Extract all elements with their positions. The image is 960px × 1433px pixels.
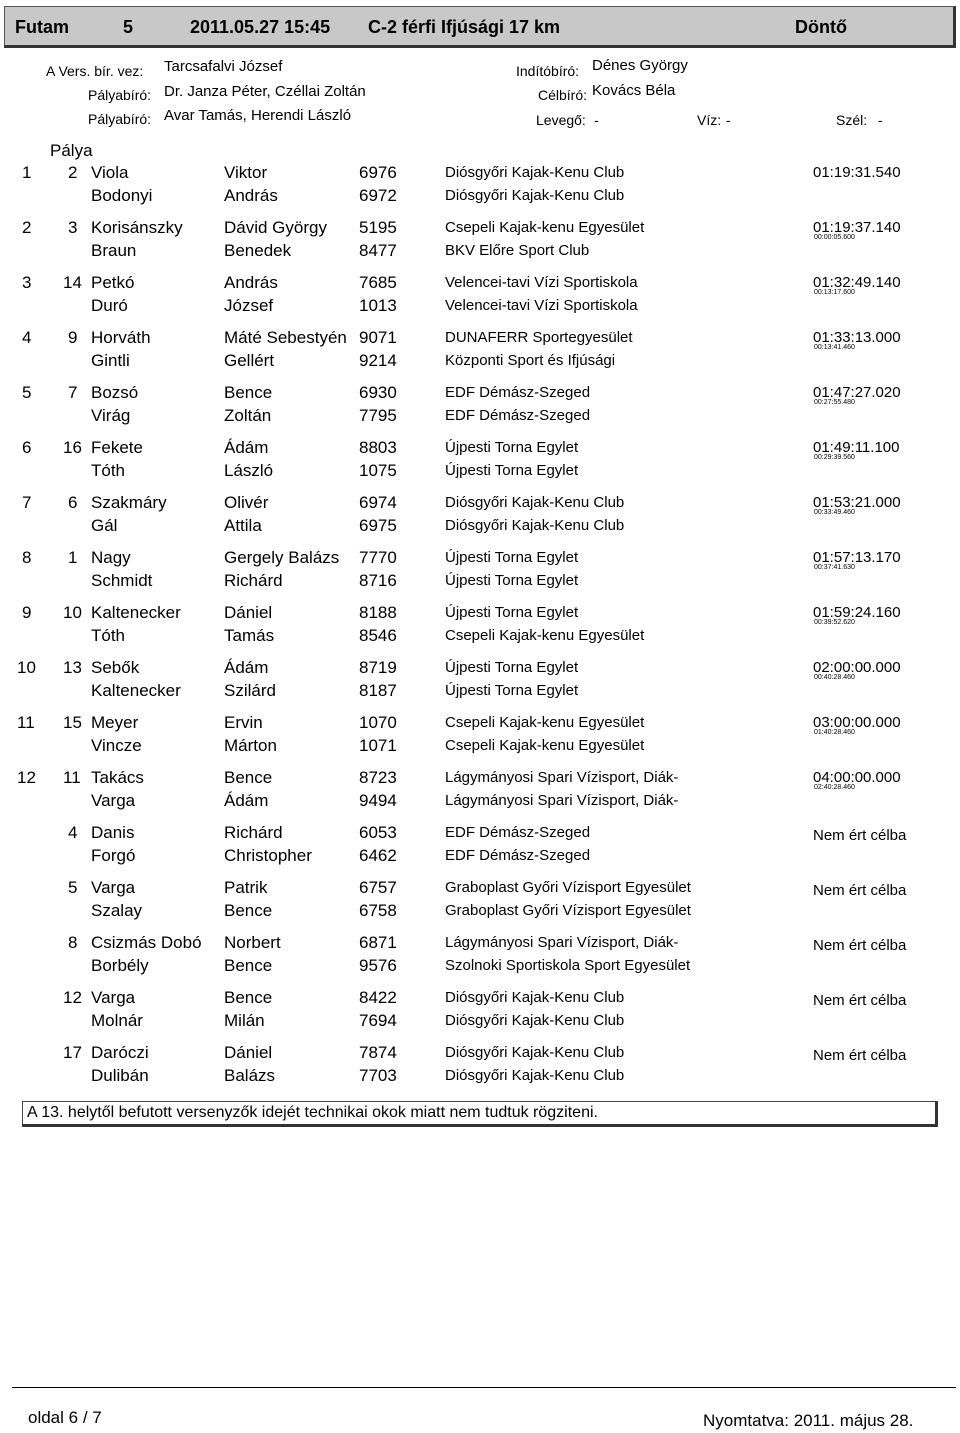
time-behind-winner: 00:13:17.600 bbox=[814, 289, 855, 296]
vers-label: A Vers. bír. vez: bbox=[46, 63, 144, 79]
finish-time: 01:53:21.000 bbox=[813, 494, 901, 511]
athlete-1-last-name: Varga bbox=[91, 988, 136, 1007]
athlete-1-first-name: Gergely Balázs bbox=[224, 548, 340, 567]
did-not-finish: Nem ért célba bbox=[813, 1047, 907, 1064]
athlete-1-license: 6976 bbox=[359, 163, 397, 182]
athlete-2-last-name: Tóth bbox=[91, 626, 126, 645]
athlete-1-last-name: Sebők bbox=[91, 658, 140, 677]
athlete-2-first-name: Bence bbox=[224, 956, 273, 975]
athlete-1-last-name: Danis bbox=[91, 823, 135, 842]
athlete-1-license: 5195 bbox=[359, 218, 397, 237]
athlete-2-last-name: Molnár bbox=[91, 1011, 143, 1030]
athlete-1-first-name: Ervin bbox=[224, 713, 263, 732]
athlete-1-first-name: András bbox=[224, 273, 278, 292]
athlete-2-club: Graboplast Győri Vízisport Egyesület bbox=[445, 902, 691, 919]
athlete-2-license: 7694 bbox=[359, 1011, 397, 1030]
result-place: 4 bbox=[22, 328, 32, 347]
finish-time: 01:33:13.000 bbox=[813, 329, 901, 346]
athlete-1-license: 6871 bbox=[359, 933, 397, 952]
athlete-2-club: Újpesti Torna Egylet bbox=[445, 462, 579, 479]
athlete-2-club: Diósgyőri Kajak-Kenu Club bbox=[445, 1067, 625, 1084]
athlete-1-first-name: Richárd bbox=[224, 823, 283, 842]
celbiro-value: Kovács Béla bbox=[592, 82, 676, 99]
athlete-1-last-name: Fekete bbox=[91, 438, 143, 457]
athlete-2-last-name: Gintli bbox=[91, 351, 130, 370]
did-not-finish: Nem ért célba bbox=[813, 827, 907, 844]
athlete-2-club: Szolnoki Sportiskola Sport Egyesület bbox=[445, 957, 691, 974]
athlete-1-last-name: Petkó bbox=[91, 273, 135, 292]
athlete-1-license: 8803 bbox=[359, 438, 397, 457]
athlete-1-license: 6974 bbox=[359, 493, 397, 512]
note-box bbox=[22, 1101, 938, 1127]
athlete-2-license: 1071 bbox=[359, 736, 397, 755]
futam-label: Futam bbox=[15, 17, 69, 37]
athlete-1-last-name: Takács bbox=[91, 768, 144, 787]
athlete-2-first-name: László bbox=[224, 461, 274, 480]
athlete-1-last-name: Meyer bbox=[91, 713, 139, 732]
athlete-1-license: 1070 bbox=[359, 713, 397, 732]
athlete-2-first-name: Márton bbox=[224, 736, 277, 755]
athlete-2-license: 7703 bbox=[359, 1066, 397, 1085]
athlete-1-club: Lágymányosi Spari Vízisport, Diák- bbox=[445, 934, 679, 951]
athlete-1-last-name: Bozsó bbox=[91, 383, 139, 402]
athlete-2-club: Csepeli Kajak-kenu Egyesület bbox=[445, 627, 645, 644]
result-place: 8 bbox=[22, 548, 32, 567]
athlete-2-club: Velencei-tavi Vízi Sportiskola bbox=[445, 297, 638, 314]
athlete-2-first-name: Attila bbox=[224, 516, 262, 535]
athlete-1-club: Diósgyőri Kajak-Kenu Club bbox=[445, 164, 625, 181]
athlete-2-club: Diósgyőri Kajak-Kenu Club bbox=[445, 1012, 625, 1029]
lane-number: 14 bbox=[63, 273, 82, 292]
lane-number: 5 bbox=[68, 878, 78, 897]
athlete-2-license: 9494 bbox=[359, 791, 397, 810]
palyabiro-1-label: Pályabíró: bbox=[88, 87, 152, 103]
athlete-1-first-name: Dániel bbox=[224, 1043, 273, 1062]
result-place: 10 bbox=[17, 658, 36, 677]
athlete-2-last-name: Schmidt bbox=[91, 571, 153, 590]
athlete-2-last-name: Borbély bbox=[91, 956, 149, 975]
szel-label: Szél: bbox=[836, 112, 868, 128]
athlete-2-last-name: Bodonyi bbox=[91, 186, 153, 205]
lane-number: 11 bbox=[63, 768, 81, 787]
time-behind-winner: 00:27:55.480 bbox=[814, 399, 855, 406]
finish-time: 04:00:00.000 bbox=[813, 769, 901, 786]
lane-number: 4 bbox=[68, 823, 78, 842]
athlete-2-license: 6972 bbox=[359, 186, 397, 205]
athlete-1-club: Újpesti Torna Egylet bbox=[445, 604, 579, 621]
lane-number: 16 bbox=[63, 438, 82, 457]
athlete-1-license: 6757 bbox=[359, 878, 397, 897]
print-date: Nyomtatva: 2011. május 28. bbox=[703, 1411, 914, 1430]
palyabiro-1-value: Dr. Janza Péter, Czéllai Zoltán bbox=[164, 83, 366, 100]
palyabiro-2-value: Avar Tamás, Herendi László bbox=[164, 107, 352, 124]
athlete-2-license: 1013 bbox=[359, 296, 397, 315]
athlete-1-license: 8188 bbox=[359, 603, 397, 622]
viz-value: - bbox=[726, 112, 731, 128]
athlete-2-last-name: Forgó bbox=[91, 846, 136, 865]
result-place: 7 bbox=[22, 493, 32, 512]
athlete-1-last-name: Korisánszky bbox=[91, 218, 183, 237]
athlete-1-first-name: Olivér bbox=[224, 493, 269, 512]
finish-time: 01:59:24.160 bbox=[813, 604, 901, 621]
szel-value: - bbox=[878, 112, 883, 128]
lane-number: 3 bbox=[68, 218, 78, 237]
finish-time: 01:32:49.140 bbox=[813, 274, 901, 291]
athlete-1-club: Diósgyőri Kajak-Kenu Club bbox=[445, 989, 625, 1006]
athlete-1-first-name: Ádám bbox=[224, 658, 269, 677]
athlete-2-last-name: Vincze bbox=[91, 736, 142, 755]
athlete-1-club: DUNAFERR Sportegyesület bbox=[445, 329, 633, 346]
athlete-2-first-name: József bbox=[224, 296, 274, 315]
time-behind-winner: 02:40:28.460 bbox=[814, 784, 855, 791]
lane-number: 15 bbox=[63, 713, 82, 732]
athlete-2-license: 8187 bbox=[359, 681, 397, 700]
lane-number: 6 bbox=[68, 493, 78, 512]
did-not-finish: Nem ért célba bbox=[813, 937, 907, 954]
athlete-1-last-name: Varga bbox=[91, 878, 136, 897]
time-behind-winner: 00:13:41.460 bbox=[814, 344, 855, 351]
athlete-1-first-name: Ádám bbox=[224, 438, 269, 457]
athlete-1-club: EDF Démász-Szeged bbox=[445, 384, 591, 401]
athlete-1-first-name: Viktor bbox=[224, 163, 268, 182]
time-behind-winner: 00:39:52.620 bbox=[814, 619, 855, 626]
athlete-2-first-name: Zoltán bbox=[224, 406, 272, 425]
athlete-2-club: Diósgyőri Kajak-Kenu Club bbox=[445, 517, 625, 534]
athlete-1-license: 6930 bbox=[359, 383, 397, 402]
palya-column-header: Pálya bbox=[50, 141, 93, 160]
athlete-1-first-name: Patrik bbox=[224, 878, 268, 897]
athlete-2-license: 9576 bbox=[359, 956, 397, 975]
athlete-2-club: Újpesti Torna Egylet bbox=[445, 572, 579, 589]
athlete-2-license: 9214 bbox=[359, 351, 397, 370]
athlete-2-first-name: Balázs bbox=[224, 1066, 276, 1085]
athlete-2-club: Csepeli Kajak-kenu Egyesület bbox=[445, 737, 645, 754]
time-behind-winner: 00:33:49.460 bbox=[814, 509, 855, 516]
did-not-finish: Nem ért célba bbox=[813, 992, 907, 1009]
race-event: C-2 férfi Ifjúsági 17 km bbox=[368, 17, 561, 37]
athlete-1-last-name: Csizmás Dobó bbox=[91, 933, 202, 952]
inditobiro-value: Dénes György bbox=[592, 57, 688, 74]
celbiro-label: Célbíró: bbox=[538, 87, 588, 103]
athlete-1-first-name: Máté Sebestyén bbox=[224, 328, 347, 347]
athlete-2-club: BKV Előre Sport Club bbox=[445, 242, 590, 259]
note-text: A 13. helytől befutott versenyzők idejét technikai okok miatt nem tudtuk rögziteni. bbox=[27, 1104, 598, 1121]
finish-time: 01:47:27.020 bbox=[813, 384, 901, 401]
athlete-2-club: Diósgyőri Kajak-Kenu Club bbox=[445, 187, 625, 204]
athlete-2-last-name: Duró bbox=[91, 296, 128, 315]
finish-time: 01:57:13.170 bbox=[813, 549, 901, 566]
result-place: 9 bbox=[22, 603, 32, 622]
athlete-2-first-name: Christopher bbox=[224, 846, 312, 865]
athlete-1-club: Diósgyőri Kajak-Kenu Club bbox=[445, 494, 625, 511]
athlete-1-first-name: Bence bbox=[224, 383, 273, 402]
result-place: 1 bbox=[22, 163, 32, 182]
race-datetime: 2011.05.27 15:45 bbox=[190, 17, 331, 37]
athlete-2-first-name: Milán bbox=[224, 1011, 265, 1030]
athlete-1-last-name: Szakmáry bbox=[91, 493, 167, 512]
lane-number: 2 bbox=[68, 163, 78, 182]
result-place: 12 bbox=[17, 768, 36, 787]
athlete-1-license: 7874 bbox=[359, 1043, 397, 1062]
athlete-1-license: 9071 bbox=[359, 328, 397, 347]
athlete-2-last-name: Szalay bbox=[91, 901, 143, 920]
athlete-2-first-name: András bbox=[224, 186, 278, 205]
athlete-2-first-name: Szilárd bbox=[224, 681, 276, 700]
athlete-2-club: EDF Démász-Szeged bbox=[445, 407, 591, 424]
footer-rule bbox=[12, 1387, 956, 1388]
athlete-1-first-name: Dávid György bbox=[224, 218, 327, 237]
result-place: 5 bbox=[22, 383, 32, 402]
athlete-2-last-name: Gál bbox=[91, 516, 118, 535]
did-not-finish: Nem ért célba bbox=[813, 882, 907, 899]
athlete-1-first-name: Norbert bbox=[224, 933, 281, 952]
athlete-2-license: 8546 bbox=[359, 626, 397, 645]
athlete-1-first-name: Bence bbox=[224, 768, 273, 787]
athlete-2-last-name: Dulibán bbox=[91, 1066, 149, 1085]
athlete-1-club: Újpesti Torna Egylet bbox=[445, 439, 579, 456]
lane-number: 17 bbox=[63, 1043, 82, 1062]
time-behind-winner: 00:40:28.460 bbox=[814, 674, 855, 681]
athlete-1-license: 7770 bbox=[359, 548, 397, 567]
lane-number: 13 bbox=[63, 658, 82, 677]
lane-number: 9 bbox=[68, 328, 78, 347]
athlete-1-last-name: Kaltenecker bbox=[91, 603, 181, 622]
athlete-2-last-name: Varga bbox=[91, 791, 136, 810]
finish-time: 01:19:31.540 bbox=[813, 164, 901, 181]
athlete-1-license: 8422 bbox=[359, 988, 397, 1007]
athlete-2-club: Lágymányosi Spari Vízisport, Diák- bbox=[445, 792, 679, 809]
finish-time: 02:00:00.000 bbox=[813, 659, 901, 676]
futam-number: 5 bbox=[123, 17, 134, 37]
finish-time: 01:19:37.140 bbox=[813, 219, 901, 236]
athlete-1-license: 8723 bbox=[359, 768, 397, 787]
race-stage: Döntő bbox=[795, 17, 847, 37]
lane-number: 1 bbox=[68, 548, 78, 567]
athlete-2-last-name: Tóth bbox=[91, 461, 126, 480]
athlete-2-license: 8716 bbox=[359, 571, 397, 590]
athlete-1-last-name: Viola bbox=[91, 163, 129, 182]
athlete-2-last-name: Virág bbox=[91, 406, 131, 425]
athlete-1-club: EDF Démász-Szeged bbox=[445, 824, 591, 841]
athlete-1-license: 6053 bbox=[359, 823, 397, 842]
athlete-1-club: Velencei-tavi Vízi Sportiskola bbox=[445, 274, 638, 291]
athlete-2-license: 7795 bbox=[359, 406, 397, 425]
palyabiro-2-label: Pályabíró: bbox=[88, 111, 152, 127]
inditobiro-label: Indítóbíró: bbox=[516, 63, 580, 79]
levego-value: - bbox=[594, 112, 599, 128]
athlete-1-last-name: Daróczi bbox=[91, 1043, 149, 1062]
athlete-1-first-name: Dániel bbox=[224, 603, 273, 622]
athlete-1-first-name: Bence bbox=[224, 988, 273, 1007]
athlete-2-first-name: Richárd bbox=[224, 571, 283, 590]
vers-value: Tarcsafalvi József bbox=[164, 58, 283, 75]
athlete-2-club: Központi Sport és Ifjúsági bbox=[445, 352, 616, 369]
lane-number: 10 bbox=[63, 603, 82, 622]
athlete-2-first-name: Tamás bbox=[224, 626, 275, 645]
athlete-1-license: 7685 bbox=[359, 273, 397, 292]
page-number: oldal 6 / 7 bbox=[28, 1408, 102, 1427]
viz-label: Víz: bbox=[697, 112, 722, 128]
athlete-2-first-name: Ádám bbox=[224, 791, 269, 810]
athlete-1-club: Lágymányosi Spari Vízisport, Diák- bbox=[445, 769, 679, 786]
athlete-2-first-name: Benedek bbox=[224, 241, 292, 260]
time-behind-winner: 00:00:05.600 bbox=[814, 234, 855, 241]
time-behind-winner: 01:40:28.460 bbox=[814, 729, 855, 736]
athlete-1-club: Újpesti Torna Egylet bbox=[445, 549, 579, 566]
athlete-1-club: Újpesti Torna Egylet bbox=[445, 659, 579, 676]
athlete-1-last-name: Nagy bbox=[91, 548, 131, 567]
result-place: 3 bbox=[22, 273, 32, 292]
athlete-2-first-name: Bence bbox=[224, 901, 273, 920]
finish-time: 03:00:00.000 bbox=[813, 714, 901, 731]
athlete-2-last-name: Kaltenecker bbox=[91, 681, 181, 700]
athlete-2-license: 6758 bbox=[359, 901, 397, 920]
lane-number: 12 bbox=[63, 988, 82, 1007]
finish-time: 01:49:11.100 bbox=[813, 439, 900, 456]
athlete-2-club: Újpesti Torna Egylet bbox=[445, 682, 579, 699]
result-place: 11 bbox=[17, 713, 35, 732]
time-behind-winner: 00:29:39.560 bbox=[814, 454, 855, 461]
athlete-2-club: EDF Démász-Szeged bbox=[445, 847, 591, 864]
athlete-1-club: Diósgyőri Kajak-Kenu Club bbox=[445, 1044, 625, 1061]
athlete-2-license: 8477 bbox=[359, 241, 397, 260]
result-place: 6 bbox=[22, 438, 32, 457]
athlete-2-license: 1075 bbox=[359, 461, 397, 480]
athlete-1-license: 8719 bbox=[359, 658, 397, 677]
lane-number: 7 bbox=[68, 383, 78, 402]
levego-label: Levegő: bbox=[536, 112, 586, 128]
athlete-2-license: 6462 bbox=[359, 846, 397, 865]
result-place: 2 bbox=[22, 218, 32, 237]
athlete-2-license: 6975 bbox=[359, 516, 397, 535]
athlete-2-first-name: Gellért bbox=[224, 351, 275, 370]
athlete-1-club: Graboplast Győri Vízisport Egyesület bbox=[445, 879, 691, 896]
athlete-2-last-name: Braun bbox=[91, 241, 137, 260]
athlete-1-last-name: Horváth bbox=[91, 328, 151, 347]
athlete-1-club: Csepeli Kajak-kenu Egyesület bbox=[445, 219, 645, 236]
lane-number: 8 bbox=[68, 933, 78, 952]
time-behind-winner: 00:37:41.630 bbox=[814, 564, 855, 571]
athlete-1-club: Csepeli Kajak-kenu Egyesület bbox=[445, 714, 645, 731]
